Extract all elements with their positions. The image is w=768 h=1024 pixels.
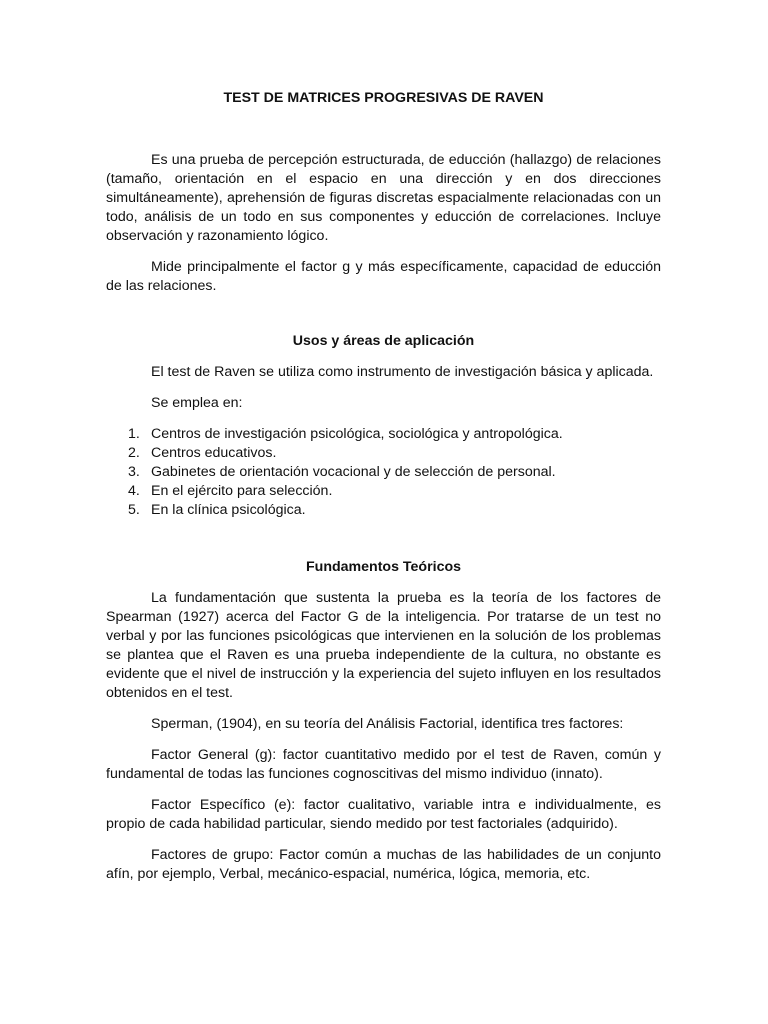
list-item-number: 2. — [128, 445, 140, 461]
document-page — [106, 0, 661, 896]
section-heading-fundamentos: Fundamentos Teóricos — [305, 559, 462, 575]
list-item-text: En el ejército para selección. — [151, 483, 333, 499]
fundamentos-paragraph: Factor General (g): factor cuantitativo medido por el test de Raven, común y fundamental de todas las funciones cognoscitivas del mismo individuo (innato). — [106, 747, 661, 782]
list-item-number: 4. — [128, 483, 140, 499]
section-heading-usos: Usos y áreas de aplicación — [292, 333, 475, 349]
list-item-text: En la clínica psicológica. — [151, 502, 306, 518]
list-item — [106, 463, 661, 482]
fundamentos-paragraph: Factor Específico (e): factor cualitativo, variable intra e individualmente, es propio de cada habilidad particular, siendo medido por test factoriales (adquirido). — [106, 797, 661, 832]
fundamentos-paragraph: Factores de grupo: Factor común a muchas de las habilidades de un conjunto afín, por ejemplo, Verbal, mecánico-espacial, numérica, lógica, memoria, etc. — [106, 847, 661, 882]
list-item-number: 1. — [128, 426, 140, 442]
list-item — [106, 482, 661, 501]
usos-list — [106, 425, 661, 520]
list-item-text: Gabinetes de orientación vocacional y de selección de personal. — [151, 464, 556, 480]
intro-paragraph: Es una prueba de percepción estructurada, de educción (hallazgo) de relaciones (tamaño, orientación en el espacio en una dirección y en dos direcciones simultáneamente), aprehensión de figuras discretas espacialmente relacionadas con un todo, análisis de un todo en sus componentes y educción de correlaciones. Incluye observación y razonamiento lógico. — [106, 152, 661, 244]
list-item — [106, 425, 661, 444]
intro-paragraph: Mide principalmente el factor g y más específicamente, capacidad de educción de las relaciones. — [106, 259, 661, 294]
list-item-text: Centros de investigación psicológica, sociológica y antropológica. — [151, 426, 563, 442]
usos-paragraph: Se emplea en: — [151, 395, 243, 411]
document-title: TEST DE MATRICES PROGRESIVAS DE RAVEN — [223, 90, 544, 106]
list-item-number: 3. — [128, 464, 140, 480]
list-item-text: Centros educativos. — [151, 445, 277, 461]
list-item — [106, 444, 661, 463]
fundamentos-paragraph: La fundamentación que sustenta la prueba es la teoría de los factores de Spearman (1927) acerca del Factor G de la inteligencia. Por tratarse de un test no verbal y por las funciones psicológicas que intervienen en la solución de los problemas se plantea que el Raven es una prueba independiente de la cultura, no obstante es evidente que el nivel de instrucción y la experiencia del sujeto influyen en los resultados obtenidos en el test. — [106, 590, 661, 701]
fundamentos-paragraph: Sperman, (1904), en su teoría del Análisis Factorial, identifica tres factores: — [151, 716, 624, 732]
list-item-number: 5. — [128, 502, 140, 518]
list-item — [106, 501, 661, 520]
usos-paragraph: El test de Raven se utiliza como instrumento de investigación básica y aplicada. — [151, 364, 654, 380]
